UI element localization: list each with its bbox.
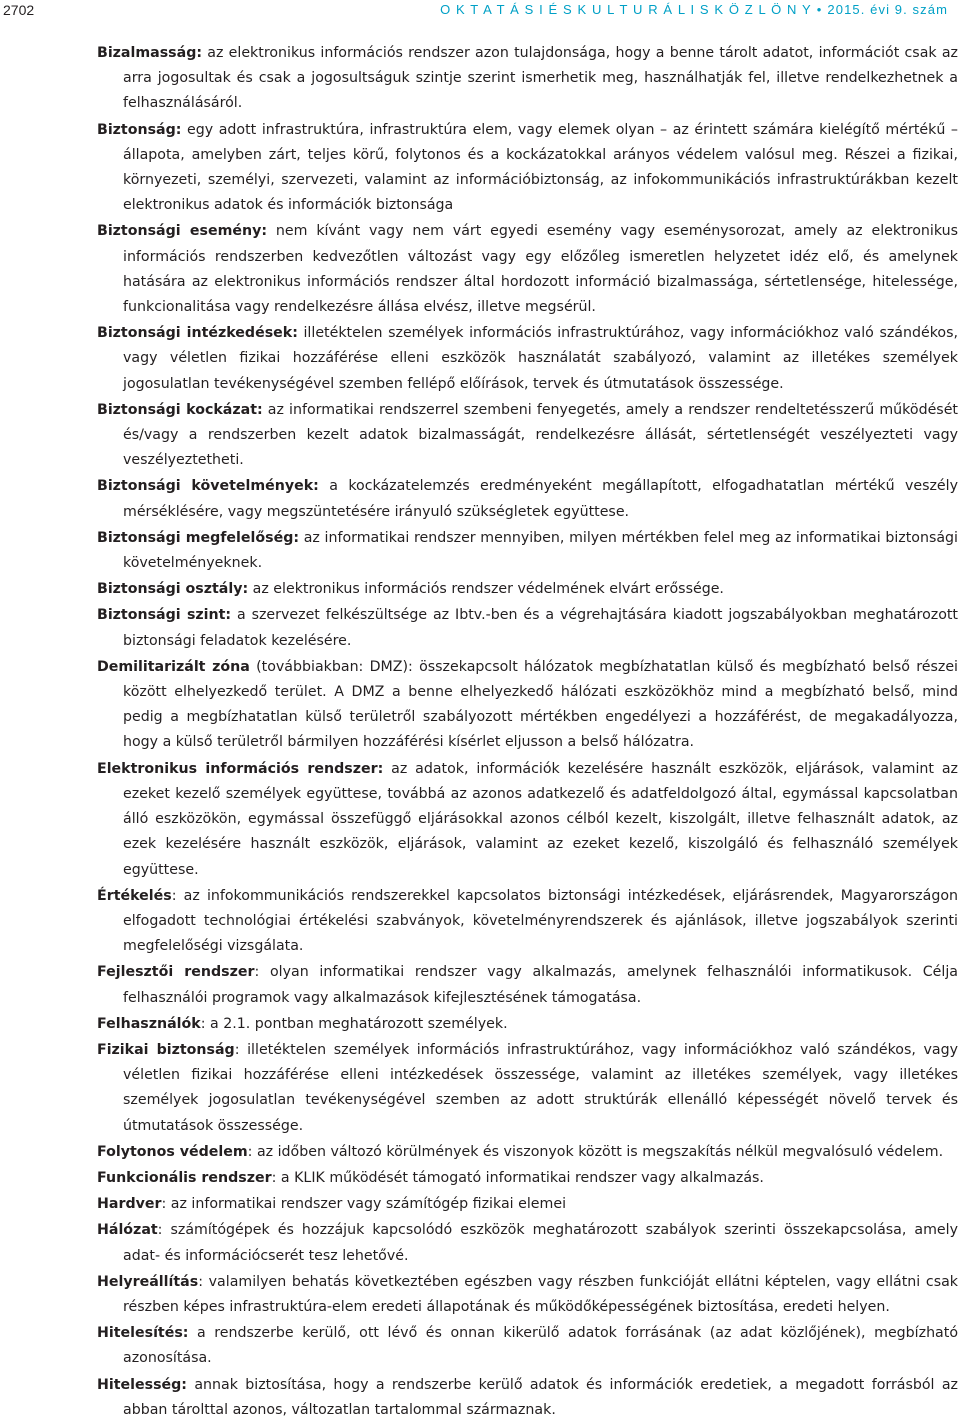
- entry-term: Biztonsági kockázat:: [97, 401, 263, 418]
- entry-term: Helyreállítás: [97, 1273, 199, 1290]
- glossary-entry: [97, 118, 958, 219]
- entry-term: Biztonsági osztály:: [97, 581, 249, 598]
- entry-term: Bizalmasság:: [97, 45, 203, 61]
- glossary-entry: [97, 474, 958, 524]
- page-number: 2702: [3, 2, 35, 18]
- entry-definition: az adatok, információk kezelésére használt eszközök, eljárások, valamint az ezeket kezelő személyek együttese, továbbá az azonos adatkezelő és adatfeldolgozó által, egymással kapcsolatban álló eszközökön, egymással összefüggő eljárásokkal azonos célból kezelt, kiszolgált, illetve felhasznált adatok, az ezek kezelésére használt eszközök, eljárások, valamint az ezeket kezelő, kiszolgáló és felhasználó személyek együttese.: [123, 760, 958, 878]
- entry-definition: illetéktelen személyek információs infrastruktúrához, vagy információkhoz való szándékos, vagy véletlen fizikai hozzáférése elleni eszközök használatát szabályozó, valamint az illetékes személyek jogosulatlan tevékenységével szemben fellépő előírások, tervek és útmutatások összessége.: [123, 325, 958, 392]
- glossary-entry: [97, 603, 958, 653]
- glossary-entry: [97, 1012, 958, 1037]
- glossary-entry: [97, 757, 958, 883]
- glossary-entry: [97, 884, 958, 960]
- entry-definition: : az időben változó körülmények és viszonyok között is megszakítás nélkül megvalósuló védelem.: [247, 1143, 944, 1160]
- entry-definition: : a KLIK működését támogató informatikai rendszer vagy alkalmazás.: [271, 1169, 764, 1186]
- entry-definition: a kockázatelemzés eredményeként megállapított, elfogadhatatlan mértékű veszély mérséklésére, vagy megszüntetésére irányuló szükségletek együttese.: [123, 478, 958, 520]
- entry-term: Biztonsági esemény:: [97, 223, 268, 240]
- entry-definition: : az informatikai rendszer vagy számítógép fizikai elemei: [161, 1196, 567, 1213]
- entry-term: Biztonsági követelmények:: [97, 478, 319, 495]
- glossary-entry: [97, 960, 958, 1010]
- entry-definition: a rendszerbe kerülő, ott lévő és onnan kikerülő adatok forrásának (az adat közlőjének), megbízható azonosítása.: [123, 1325, 958, 1367]
- glossary: [97, 41, 958, 1424]
- glossary-entry: [97, 219, 958, 320]
- entry-definition: az elektronikus információs rendszer azon tulajdonsága, hogy a benne tárolt adatot, információt csak az arra jogosultak és csak a jogosultságuk szintje szerint ismerhetik meg, használhatják fel, illetve rendelkezhetnek a felhasználásáról.: [123, 45, 958, 112]
- entry-term: Biztonsági szint:: [97, 607, 232, 624]
- glossary-entry: [97, 1373, 958, 1423]
- entry-term: Biztonsági megfelelőség:: [97, 529, 300, 546]
- glossary-entry: [97, 1166, 958, 1191]
- page-header: [0, 0, 960, 22]
- entry-definition: : valamilyen behatás következtében egészben vagy részben funkcióját ellátni képtelen, vagy ellátni csak részben képes infrastruktúra-elem eredeti állapotának és működőképességének biztosítása, eredeti helyen.: [123, 1273, 958, 1315]
- entry-term: Fizikai biztonság: [97, 1041, 235, 1058]
- entry-term: Hitelesítés:: [97, 1325, 189, 1342]
- glossary-entry: [97, 1192, 958, 1217]
- entry-term: Biztonsági intézkedések:: [97, 325, 298, 342]
- glossary-entry: [97, 577, 958, 602]
- entry-term: Hardver: [97, 1196, 162, 1213]
- entry-definition: annak biztosítása, hogy a rendszerbe kerülő adatok és információk eredetiek, a megadott forrásból az abban tárolttal azonos, változatlan tartalommal származnak.: [123, 1376, 958, 1418]
- entry-definition: : a 2.1. pontban meghatározott személyek.: [200, 1015, 508, 1032]
- entry-definition: : olyan informatikai rendszer vagy alkalmazás, amelynek felhasználói informatikusok. Célja felhasználói programok vagy alkalmazások kifejlesztésének támogatása.: [123, 964, 958, 1006]
- glossary-entry: [97, 1140, 958, 1165]
- entry-term: Folytonos védelem: [97, 1143, 248, 1160]
- entry-definition: nem kívánt vagy nem várt egyedi esemény vagy eseménysorozat, amely az elektronikus információs rendszerben kedvezőtlen változást vagy egy előzőleg ismeretlen helyzetet idéz elő, és amelynek hatására az elektronikus információs rendszer által hordozott információ bizalmassága, sértetlensége, hitelessége, funkcionalitása vagy rendelkezésre állása elvész, illetve megsérül.: [123, 223, 958, 316]
- entry-definition: az informatikai rendszerrel szembeni fenyegetés, amely a rendszer rendeltetésszerű működését és/vagy a rendszerben kezelt adatok bizalmasságát, rendelkezésre állását, sértetlenségét veszélyezteti vagy veszélyeztetheti.: [123, 401, 958, 469]
- bullet-separator: •: [816, 2, 823, 17]
- glossary-entry: [97, 321, 958, 397]
- glossary-entry: [97, 1321, 958, 1371]
- glossary-entry: [97, 1270, 958, 1320]
- entry-term: Fejlesztői rendszer: [97, 964, 255, 981]
- entry-definition: (továbbiakban: DMZ): összekapcsolt hálózatok megbízhatatlan külső és megbízható belső részei között elhelyezkedő terület. A DMZ a benne elhelyezkedő hálózati eszközökhöz mind a megbízható belső, mind pedig a megbízhatatlan külső területről szabályozott mértékben engedélyezi a hozzáférést, de megakadályozza, hogy a külső területről bármilyen hozzáférési kísérlet eljusson a belső hálózatra.: [123, 658, 958, 751]
- running-head: [440, 2, 948, 17]
- entry-definition: a szervezet felkészültsége az Ibtv.-ben és a végrehajtására kiadott jogszabályokban meghatározott biztonsági feladatok kezelésére.: [123, 607, 958, 649]
- journal-title: O K T A T Á S I É S K U L T U R Á L I S K Ö Z L Ö N Y: [440, 2, 812, 17]
- entry-definition: az informatikai rendszer mennyiben, milyen mértékben felel meg az informatikai biztonsági követelményeknek.: [123, 529, 958, 572]
- glossary-entry: [97, 41, 958, 117]
- entry-term: Hitelesség:: [97, 1376, 187, 1393]
- glossary-entry: [97, 398, 958, 474]
- entry-definition: : az infokommunikációs rendszerekkel kapcsolatos biztonsági intézkedések, eljárásrendek, Magyarországon elfogadott technológiai értékelési szabványok, követelményrendszerek és ajánlások, illetve jogszabályok szerinti megfelelőségi vizsgálata.: [123, 887, 958, 955]
- entry-term: Funkcionális rendszer: [97, 1169, 272, 1186]
- issue-label: 2015. évi 9. szám: [827, 2, 948, 17]
- glossary-entry: [97, 526, 958, 576]
- entry-definition: : illetéktelen személyek információs infrastruktúrához, vagy információkhoz való szándékos, vagy véletlen fizikai hozzáférése elleni intézkedések összessége, valamint az illetékes személyek, vagy illetékes személyek jogosulatlan tevékenységével szemben az adott struktúrák ellenálló képességét növelő tervek és útmutatások összessége.: [123, 1041, 958, 1134]
- entry-term: Felhasználók: [97, 1015, 201, 1032]
- entry-term: Elektronikus információs rendszer:: [97, 760, 384, 777]
- entry-term: Demilitarizált zóna: [97, 658, 250, 675]
- entry-term: Biztonság:: [97, 121, 182, 138]
- entry-definition: : számítógépek és hozzájuk kapcsolódó eszközök meghatározott szabályok szerinti összekapcsolása, amely adat- és információcserét tesz lehetővé.: [123, 1222, 958, 1264]
- glossary-entry: [97, 1218, 958, 1268]
- entry-definition: egy adott infrastruktúra, infrastruktúra elem, vagy elemek olyan – az érintett számára kielégítő mértékű – állapota, amelyben zárt, teljes körű, folytonos és a kockázatokkal arányos védelem valósul meg. Részei a fizikai, környezeti, személyi, szervezeti, valamint az információbiztonság, az infokommunikációs infrastruktúrákban kezelt elektronikus adatok és információk biztonsága: [123, 121, 958, 214]
- glossary-entry: [97, 655, 958, 756]
- entry-definition: az elektronikus információs rendszer védelmének elvárt erőssége.: [248, 581, 724, 598]
- entry-term: Hálózat: [97, 1222, 158, 1239]
- glossary-entry: [97, 1038, 958, 1139]
- entry-term: Értékelés: [97, 887, 172, 904]
